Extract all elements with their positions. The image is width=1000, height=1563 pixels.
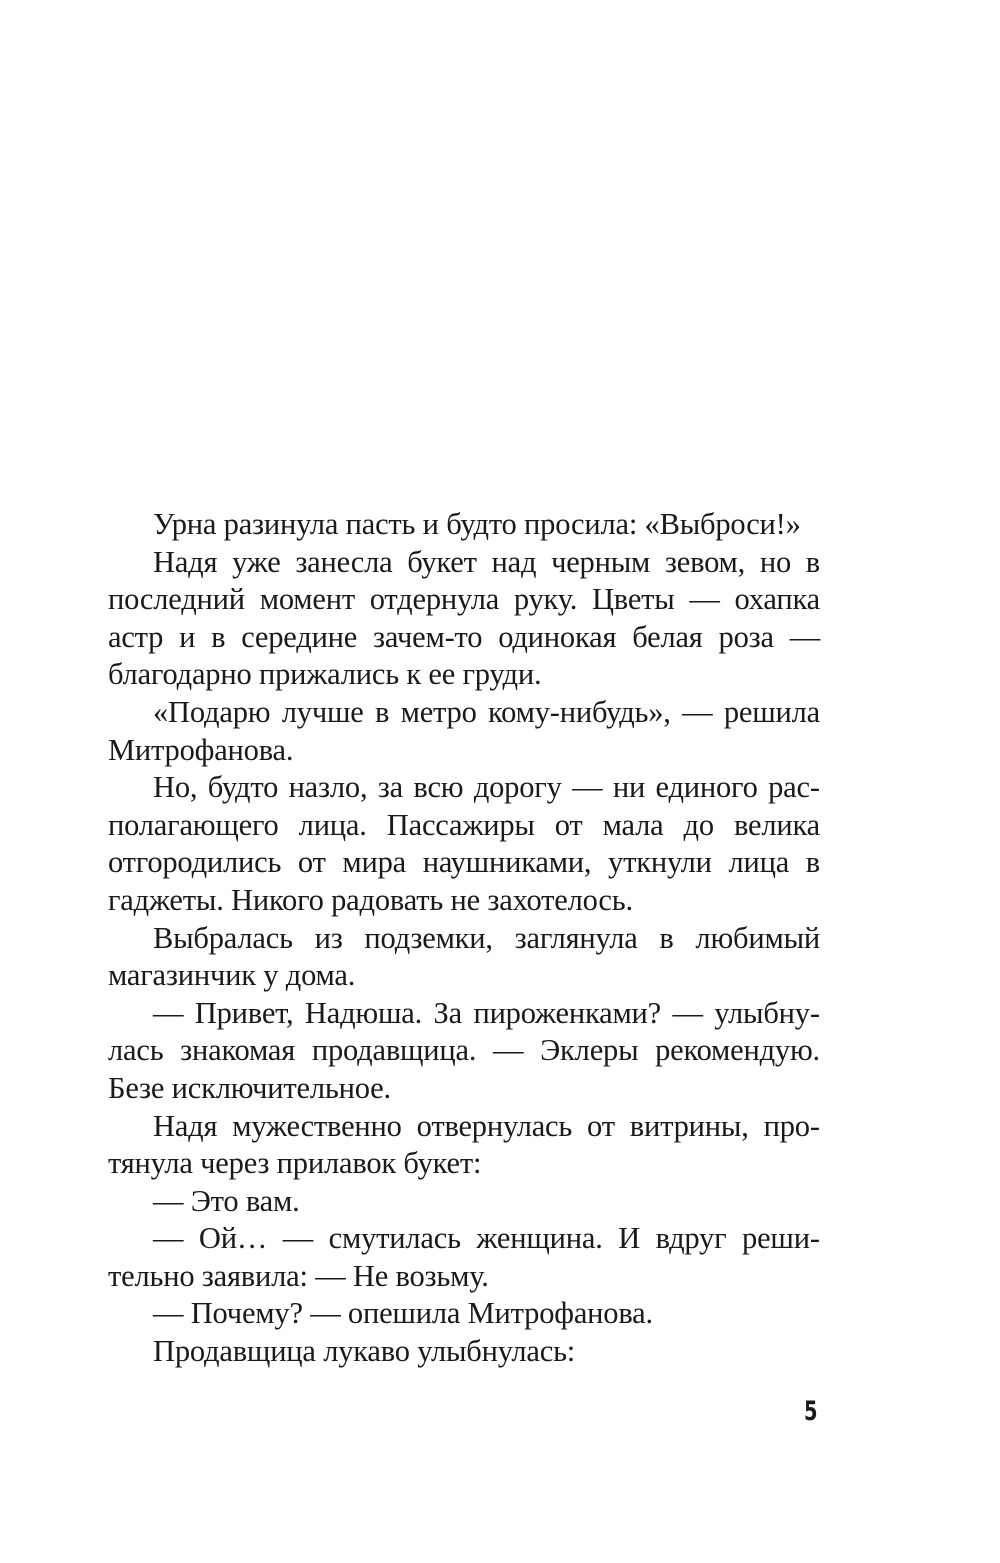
paragraph: — Ой… — смутилась женщина. И вдруг решительно заявила: — Не возьму. bbox=[108, 1221, 820, 1293]
paragraph: Продавщица лукаво улыбнулась: bbox=[153, 1334, 576, 1369]
body-text bbox=[108, 506, 820, 1371]
paragraph: «Подарю лучше в метро кому-нибудь», — решила Митрофанова. bbox=[108, 694, 820, 767]
page-number: 5 bbox=[804, 1396, 818, 1427]
paragraph: Надя мужественно отвернулась от витрины, протянула через прилавок букет: bbox=[108, 1108, 820, 1181]
paragraph: Надя уже занесла букет над черным зевом, но в последний момент отдернула руку. Цветы — охапка астр и в середине зачем-то одинокая белая роза — благодарно прижались к ее груди. bbox=[108, 544, 820, 692]
paragraph: Урна разинула пасть и будто просила: «Выброси!» bbox=[153, 507, 801, 541]
paragraph: — Привет, Надюша. За пироженками? — улыбнулась знакомая продавщица. — Эклеры рекомендую. Безе исключительное. bbox=[108, 995, 820, 1105]
paragraph: — Почему? — опешила Митрофанова. bbox=[153, 1296, 653, 1331]
paragraph: Но, будто назло, за всю дорогу — ни единого располагающего лица. Пассажиры от мала до велика отгородились от мира наушниками, уткнули лица в гаджеты. Никого радовать не захотелось. bbox=[108, 770, 820, 917]
paragraph: — Это вам. bbox=[153, 1183, 300, 1218]
paragraph: Выбралась из подземки, заглянула в любимый магазинчик у дома. bbox=[108, 920, 820, 993]
